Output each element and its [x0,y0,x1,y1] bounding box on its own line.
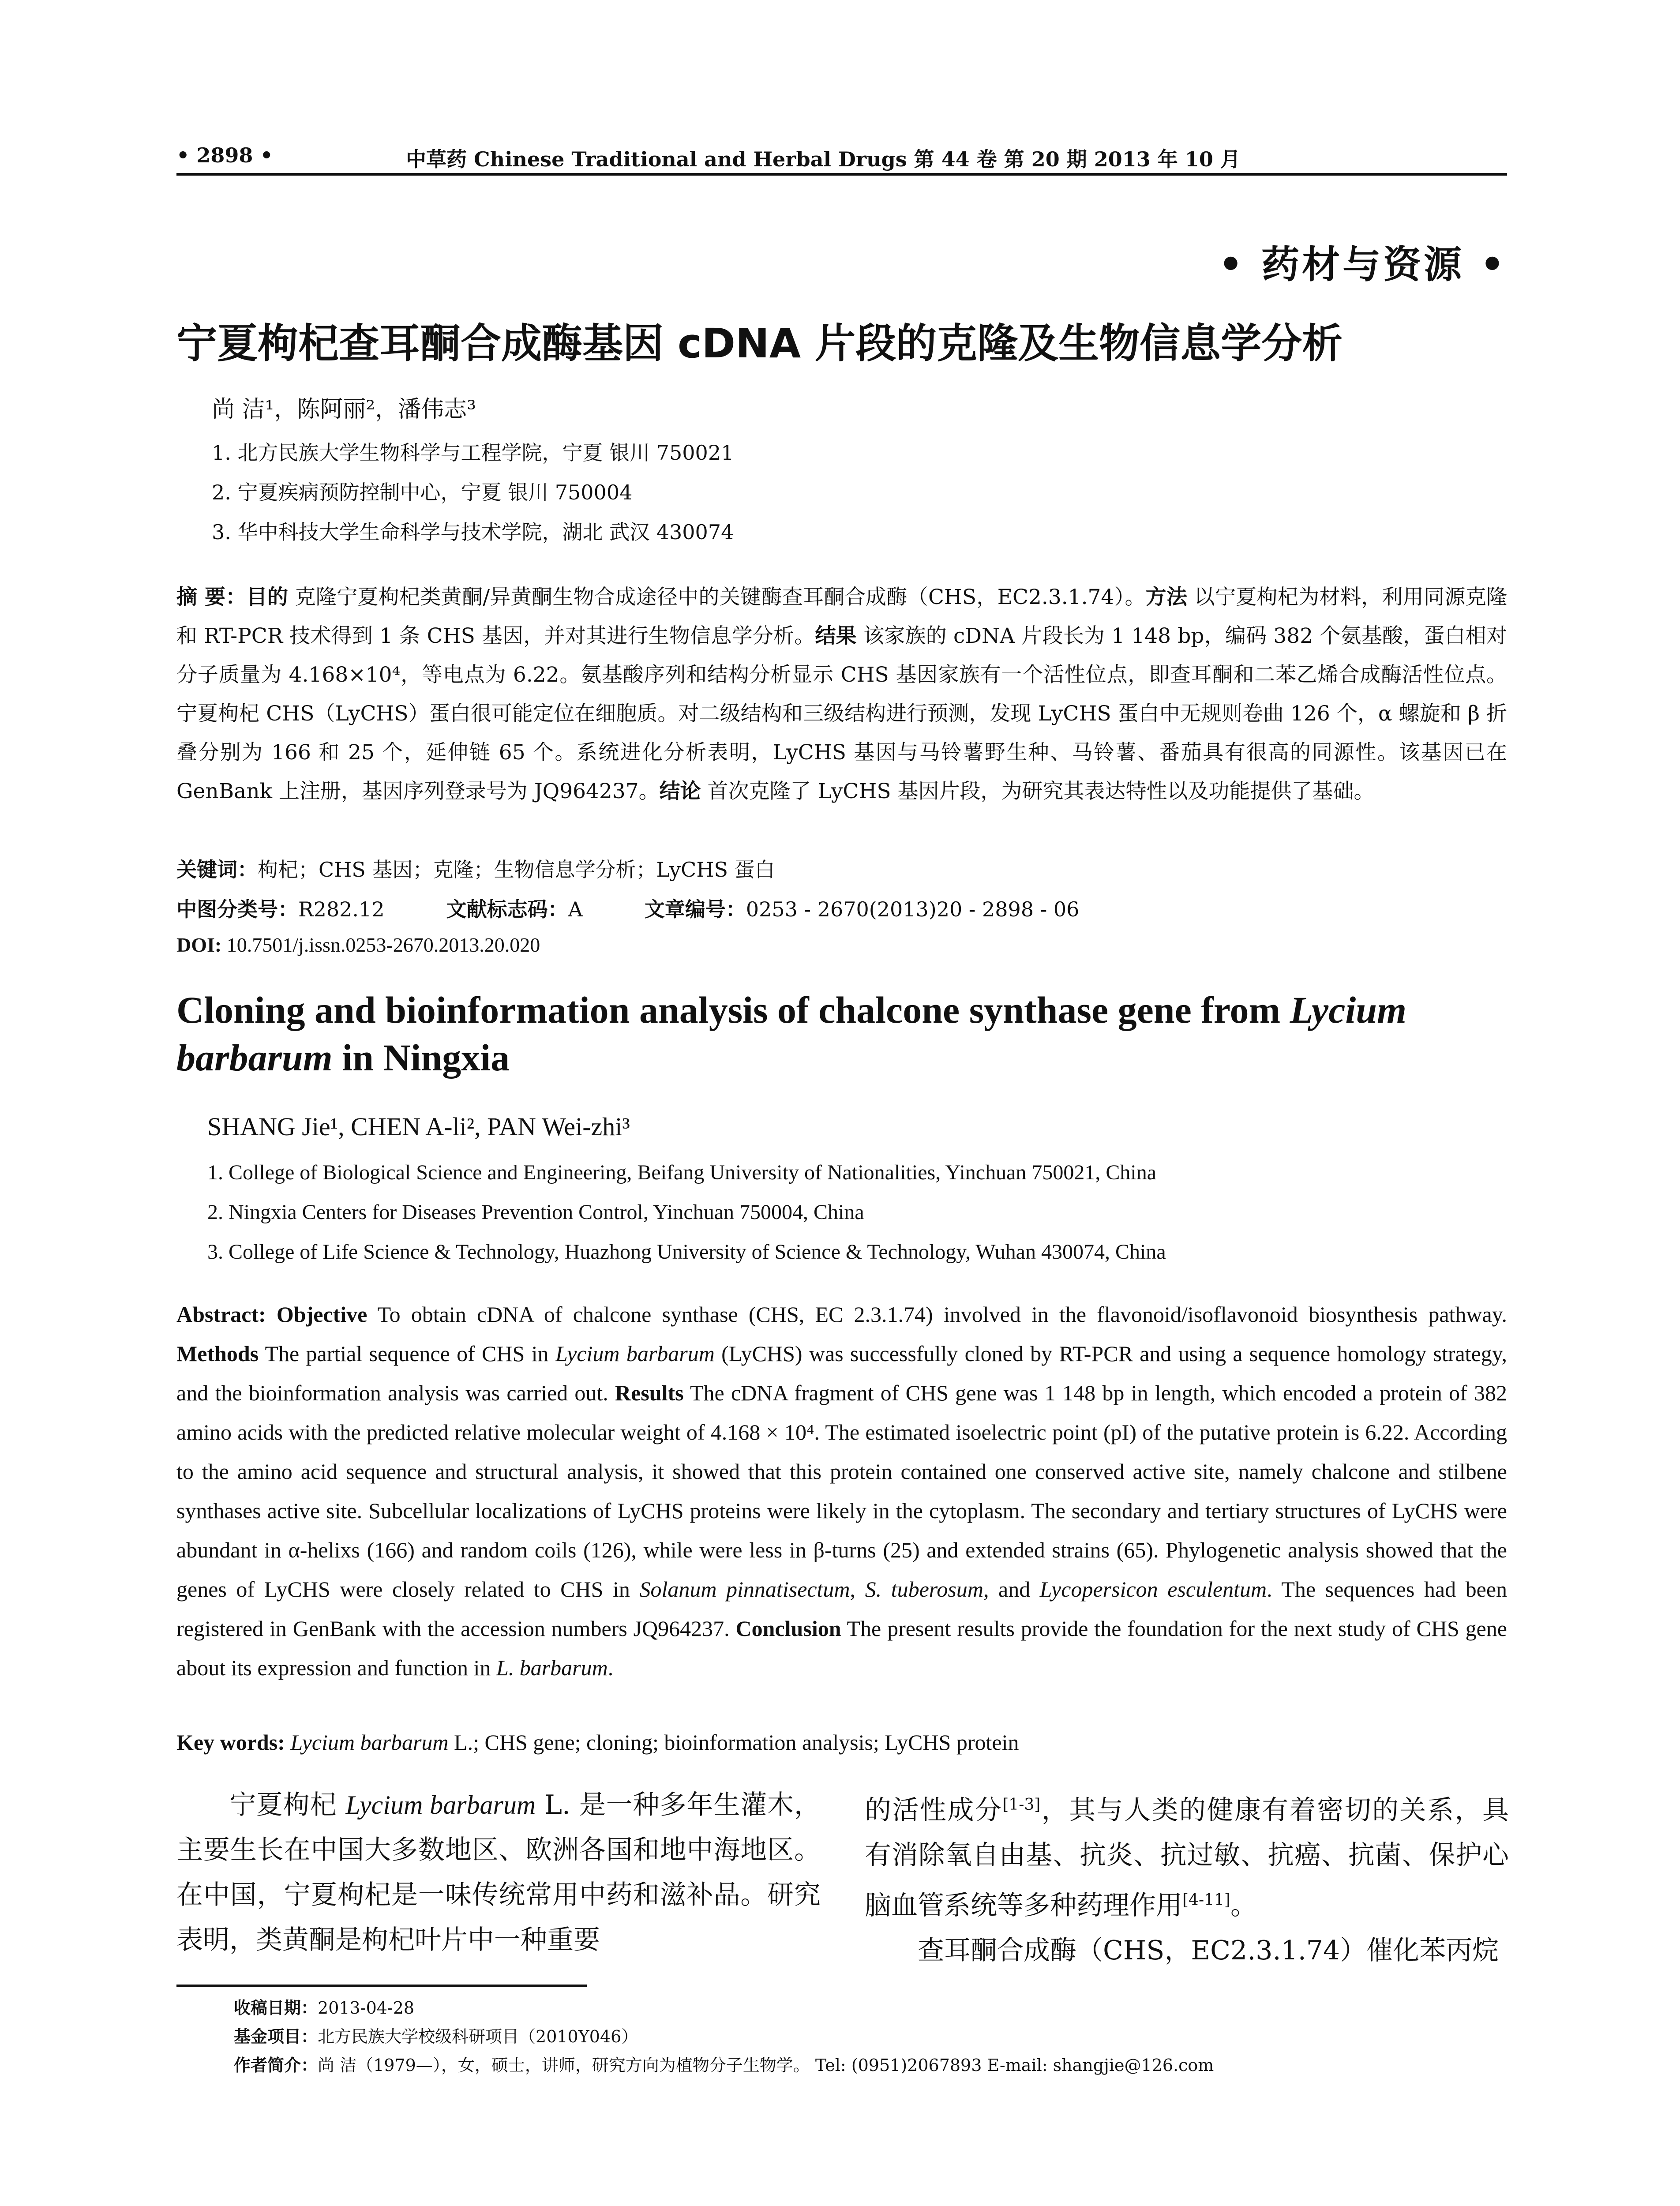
running-header [176,139,1507,174]
doi-label: DOI: [176,934,222,956]
doi-value: 10.7501/j.issn.0253-2670.2013.20.020 [221,934,540,956]
abstract-label: 摘 要： [176,585,247,609]
objective-text-cn: 克隆宁夏枸杞类黄酮/异黄酮生物合成途径中的关键酶查耳酮合成酶（CHS，EC2.3.1.74）。 [288,585,1146,609]
affiliation-en-1: 1. College of Biological Science and Engineering, Beifang University of Nationalities, Yinchuan 750021, China [207,1161,1157,1184]
clc-value: R282.12 [298,897,385,921]
citation: [4-11] [1182,1891,1230,1909]
footnote-received [234,1994,414,2018]
page-number: • 2898 • [176,143,273,167]
keywords-english [176,1730,1019,1755]
conclusion-species-en: L. barbarum [496,1655,608,1680]
body-paragraph-1 [176,1782,821,1962]
fund-label: 基金项目： [234,2027,318,2046]
conclusion-text-en-a: The present results provide the foundation for the next study of CHS gene about its expression and function in [176,1616,1507,1680]
results-label-en: Results [615,1381,684,1405]
abstract-objective-label-en: Abstract: Objective [176,1302,368,1327]
authors-english: SHANG Jie¹, CHEN A-li², PAN Wei-zhi³ [207,1112,630,1141]
objective-label-cn: 目的 [246,585,289,609]
clc-label: 中图分类号： [176,897,298,921]
article-number-label: 文章编号： [644,897,746,921]
results-text-cn: 该家族的 cDNA 片段长为 1 148 bp，编码 382 个氨基酸，蛋白相对分子质量为 4.168×10⁴，等电点为 6.22。氨基酸序列和结构分析显示 CHS 基因家族有一个活性位点，即查耳酮和二苯乙烯合成酶活性位点。宁夏枸杞 CHS（LyCHS）蛋白很可能定位在细胞质。对二级结构和三级结构进行预测，发现 LyCHS 蛋白中无规则卷曲 126 个，α 螺旋和 β 折叠分别为 166 和 25 个，延伸链 65 个。系统进化分析表明，LyCHS 基因与马铃薯野生种、马铃薯、番茄具有很高的同源性。该基因已在 GenBank 上注册，基因序列登录号为 JQ964237。 [176,624,1507,803]
methods-text-cn: 以宁夏枸杞为材料，利用同源克隆和 RT-PCR 技术得到 1 条 CHS 基因，并对其进行生物信息学分析。 [176,585,1507,648]
title-en-part1: Cloning and bioinformation analysis of chalcone synthase gene from [176,989,1290,1031]
body-column-right [865,1782,1509,1973]
results-species-2: S. tuberosum [865,1577,983,1602]
objective-text-en: To obtain cDNA of chalcone synthase (CHS, EC 2.3.1.74) involved in the flavonoid/isoflavonoid biosynthesis pathway. [367,1302,1507,1327]
author-bio-label: 作者简介： [234,2056,318,2075]
keywords-species-en: Lycium barbarum [285,1730,449,1755]
abstract-chinese [176,578,1507,811]
doc-code-value: A [568,897,583,921]
affiliation-cn-3: 3. 华中科技大学生命科学与技术学院，湖北 武汉 430074 [212,520,734,544]
body-species: Lycium barbarum [345,1790,536,1820]
methods-text-en-b: (LyCHS) was successfully cloned by RT-PCR and using a sequence homology strategy, and the bioinformation analysis was carried out. [176,1341,1508,1405]
title-english [176,986,1507,1081]
keywords-label-cn: 关键词： [176,858,258,882]
title-chinese: 宁夏枸杞查耳酮合成酶基因 cDNA 片段的克隆及生物信息学分析 [176,320,1343,367]
received-label: 收稿日期： [234,1998,318,2018]
title-en-part2: in Ningxia [332,1036,510,1079]
results-species-3: Lycopersicon esculentum [1039,1577,1267,1602]
conclusion-label-en: Conclusion [735,1616,841,1641]
methods-text-en-a: The partial sequence of CHS in [259,1341,555,1366]
keywords-chinese [176,854,775,883]
methods-species-en: Lycium barbarum [555,1341,715,1366]
results-species-1: Solanum pinnatisectum [639,1577,850,1602]
body-column-left [176,1782,821,1962]
doc-code-label: 文献标志码： [446,897,568,921]
methods-label-en: Methods [176,1341,259,1366]
classification-line [176,893,1079,923]
title-en-species: Lycium barbarum [176,989,1407,1079]
affiliation-en-3: 3. College of Life Science & Technology, Huazhong University of Science & Technology, Wuhan 430074, China [207,1240,1166,1264]
results-sep-1: , [850,1577,865,1602]
body-text: 的活性成分 [865,1795,1003,1826]
results-text-en-b: . The sequences had been registered in GenBank with the accession numbers JQ964237. [176,1577,1508,1641]
body-text: 。 [1230,1890,1257,1921]
conclusion-text-en-b: . [608,1655,614,1680]
body-text: ，其与人类的健康有着密切的关系，具有消除氧自由基、抗炎、抗过敏、抗癌、抗菌、保护心脑血管系统等多种药理作用 [865,1795,1509,1921]
footnote-author [234,2052,1214,2076]
affiliation-cn-2: 2. 宁夏疾病预防控制中心，宁夏 银川 750004 [212,480,633,504]
conclusion-label-cn: 结论 [659,779,701,803]
results-label-cn: 结果 [815,624,857,648]
results-text-en-a: The cDNA fragment of CHS gene was 1 148 bp in length, which encoded a protein of 382 amino acids with the predicted relative molecular weight of 4.168 × 10⁴. The estimated isoelectric point (pI) of the putative protein is 6.22. According to the amino acid sequence and structural analysis, it showed that this protein contained one conserved active site, namely chalcone and stilbene synthases active site. Subcellular localizations of LyCHS proteins were likely in the cytoplasm. The secondary and tertiary structures of LyCHS were abundant in α-helixs (166) and random coils (126), while were less in β-turns (25) and extended strains (65). Phylogenetic analysis showed that the genes of LyCHS were closely related to CHS in [176,1381,1507,1602]
author-bio-text: 尚 洁（1979—），女，硕士，讲师，研究方向为植物分子生物学。 Tel: (0951)2067893 E-mail: shangjie@126.com [318,2056,1214,2075]
footnote-rule [176,1985,587,1987]
fund-text: 北方民族大学校级科研项目（2010Y046） [318,2027,638,2046]
section-tag: • 药材与资源 • [1219,242,1507,287]
journal-info: 中草药 Chinese Traditional and Herbal Drugs 第 44 卷 第 20 期 2013 年 10 月 [406,147,1241,171]
header-rule [176,173,1507,176]
keywords-label-en: Key words: [176,1730,285,1755]
article-number-value: 0253 - 2670(2013)20 - 2898 - 06 [746,897,1080,921]
body-paragraph-1-cont [865,1795,1509,1921]
authors-chinese: 尚 洁¹，陈阿丽²，潘伟志³ [212,396,476,423]
body-paragraph-2: 查耳酮合成酶（CHS，EC2.3.1.74）催化苯丙烷 [918,1935,1499,1966]
body-text: L. 是一种多年生灌木，主要生长在中国大多数地区、欧洲各国和地中海地区。在中国，宁夏枸杞是一味传统常用中药和滋补品。研究表明，类黄酮是枸杞叶片中一种重要 [176,1790,821,1955]
keywords-text-en: L.; CHS gene; cloning; bioinformation analysis; LyCHS protein [448,1730,1019,1755]
abstract-english [176,1295,1507,1688]
methods-label-cn: 方法 [1145,585,1188,609]
body-text: 宁夏枸杞 [229,1790,346,1820]
doi-line [176,933,540,957]
received-date: 2013-04-28 [318,1998,415,2018]
conclusion-text-cn: 首次克隆了 LyCHS 基因片段，为研究其表达特性以及功能提供了基础。 [701,779,1375,803]
affiliation-cn-1: 1. 北方民族大学生物科学与工程学院，宁夏 银川 750021 [212,441,734,465]
affiliation-en-2: 2. Ningxia Centers for Diseases Prevention Control, Yinchuan 750004, China [207,1201,864,1224]
footnote-fund [234,2023,638,2047]
citation: [1-3] [1002,1796,1041,1814]
keywords-text-cn: 枸杞；CHS 基因；克隆；生物信息学分析；LyCHS 蛋白 [258,858,775,882]
results-sep-2: , and [983,1577,1040,1602]
